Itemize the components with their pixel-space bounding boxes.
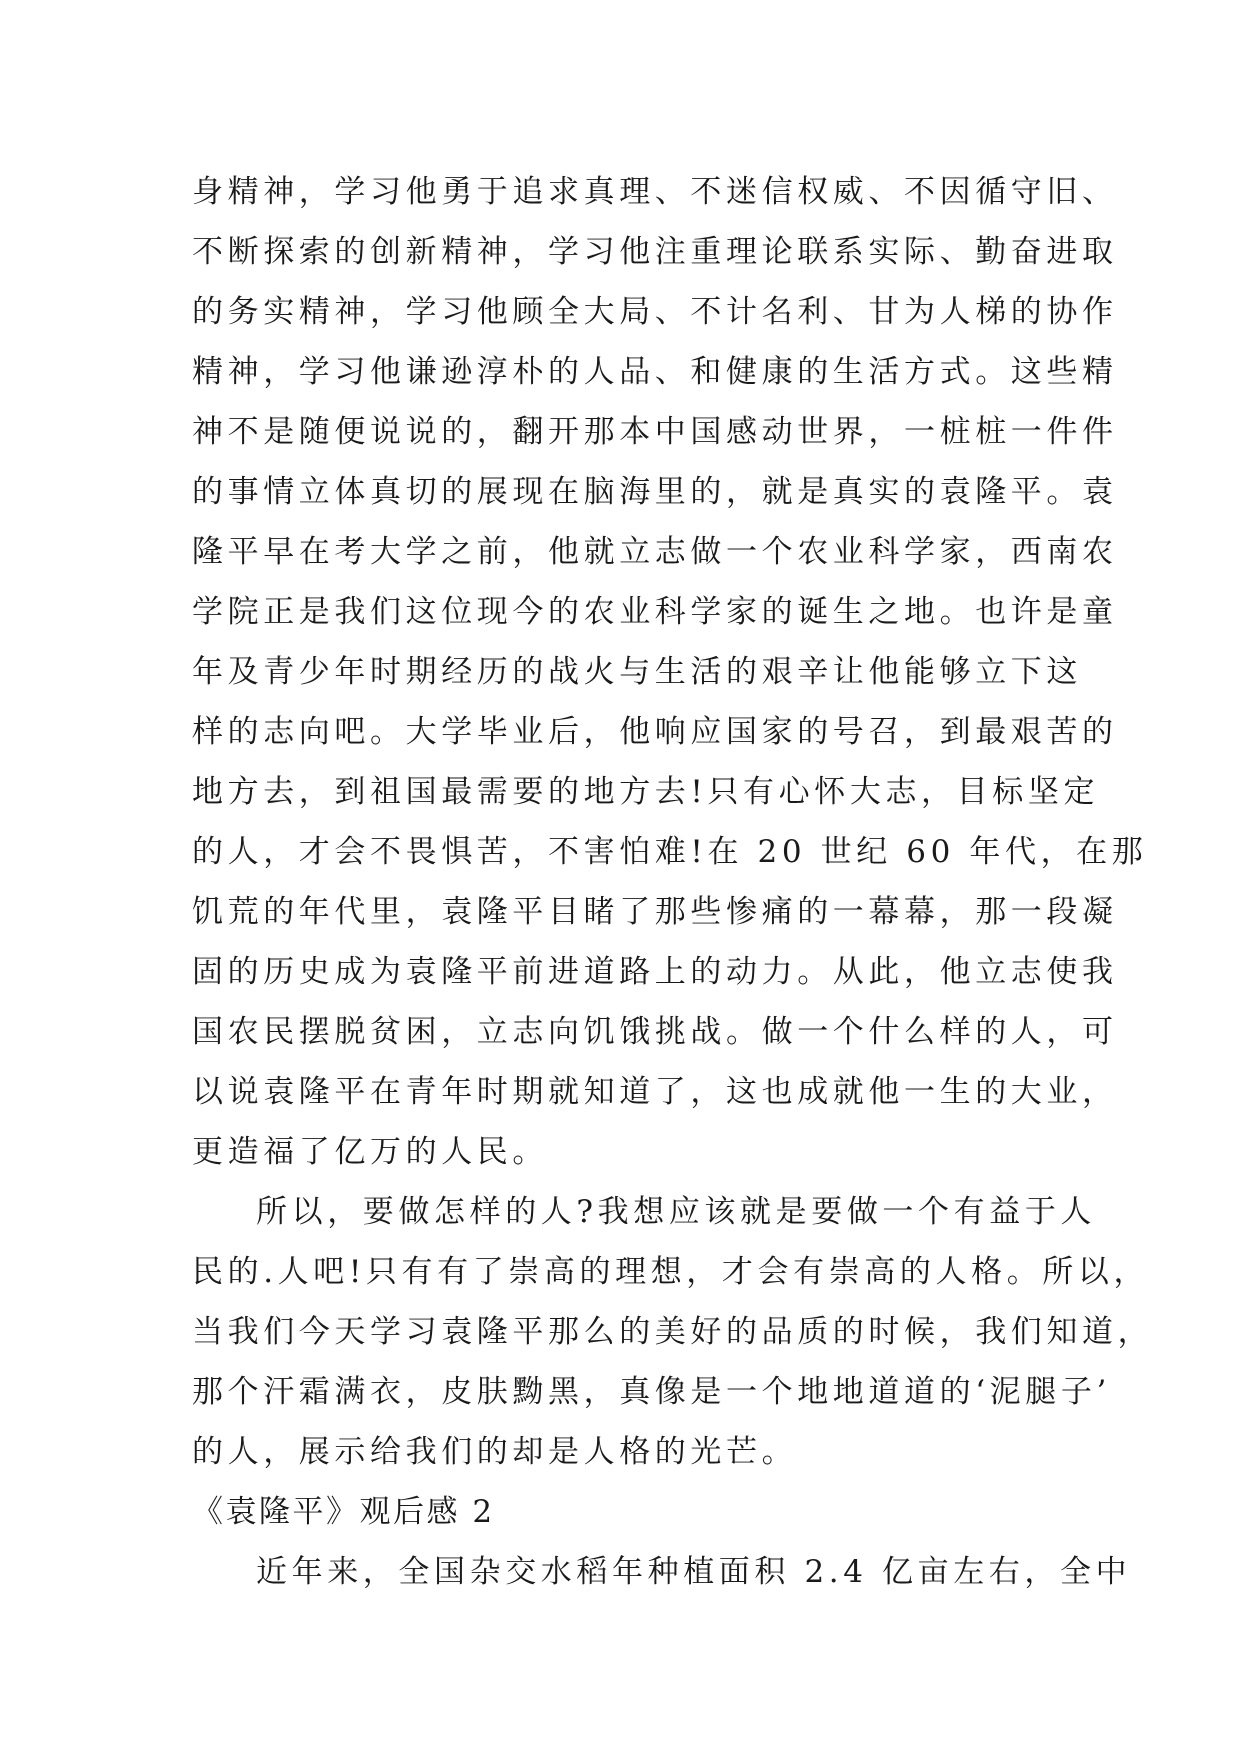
text-line: 的务实精神，学习他顾全大局、不计名利、甘为人梯的协作 — [192, 294, 1118, 330]
text-line: 固的历史成为袁隆平前进道路上的动力。从此，他立志使我 — [192, 954, 1118, 990]
text-line: 学院正是我们这位现今的农业科学家的诞生之地。也许是童 — [192, 594, 1118, 630]
text-line: 当我们今天学习袁隆平那么的美好的品质的时候，我们知道， — [192, 1314, 1154, 1350]
text-line: 的人，才会不畏惧苦，不害怕难!在 20 世纪 60 年代，在那 — [192, 834, 1148, 870]
text-line: 样的志向吧。大学毕业后，他响应国家的号召，到最艰苦的 — [192, 714, 1118, 750]
text-line: 地方去，到祖国最需要的地方去!只有心怀大志，目标坚定 — [192, 774, 1100, 810]
paragraph-2 — [192, 1182, 1154, 1482]
text-line: 年及青少年时期经历的战火与生活的艰辛让他能够立下这 — [192, 654, 1082, 690]
text-line: 国农民摆脱贫困，立志向饥饿挑战。做一个什么样的人，可 — [192, 1014, 1118, 1050]
text-line: 不断探索的创新精神，学习他注重理论联系实际、勤奋进取 — [192, 234, 1118, 270]
text-line: 更造福了亿万的人民。 — [192, 1134, 548, 1170]
text-line: 所以，要做怎样的人?我想应该就是要做一个有益于人 — [256, 1194, 1097, 1230]
text-line: 那个汗霜满衣，皮肤黝黑，真像是一个地地道道的‘泥腿子’ — [192, 1374, 1111, 1410]
text-line: 以说袁隆平在青年时期就知道了，这也成就他一生的大业， — [192, 1074, 1118, 1110]
text-line: 神不是随便说说的，翻开那本中国感动世界，一桩桩一件件 — [192, 414, 1118, 450]
text-line: 近年来，全国杂交水稻年种植面积 2.4 亿亩左右，全中 — [256, 1554, 1132, 1590]
document-body — [192, 162, 1154, 1602]
text-line: 精神，学习他谦逊淳朴的人品、和健康的生活方式。这些精 — [192, 354, 1118, 390]
section-heading: 《袁隆平》观后感 2 — [192, 1494, 495, 1530]
text-line: 民的.人吧!只有有了崇高的理想，才会有崇高的人格。所以， — [192, 1254, 1150, 1290]
text-line: 隆平早在考大学之前，他就立志做一个农业科学家，西南农 — [192, 534, 1118, 570]
text-line: 的事情立体真切的展现在脑海里的，就是真实的袁隆平。袁 — [192, 474, 1118, 510]
text-line: 的人，展示给我们的却是人格的光芒。 — [192, 1434, 798, 1470]
paragraph-1 — [192, 162, 1148, 1182]
text-line: 身精神，学习他勇于追求真理、不迷信权威、不因循守旧、 — [192, 174, 1118, 210]
paragraph-3 — [192, 1542, 1132, 1602]
text-line: 饥荒的年代里，袁隆平目睹了那些惨痛的一幕幕，那一段凝 — [192, 894, 1118, 930]
